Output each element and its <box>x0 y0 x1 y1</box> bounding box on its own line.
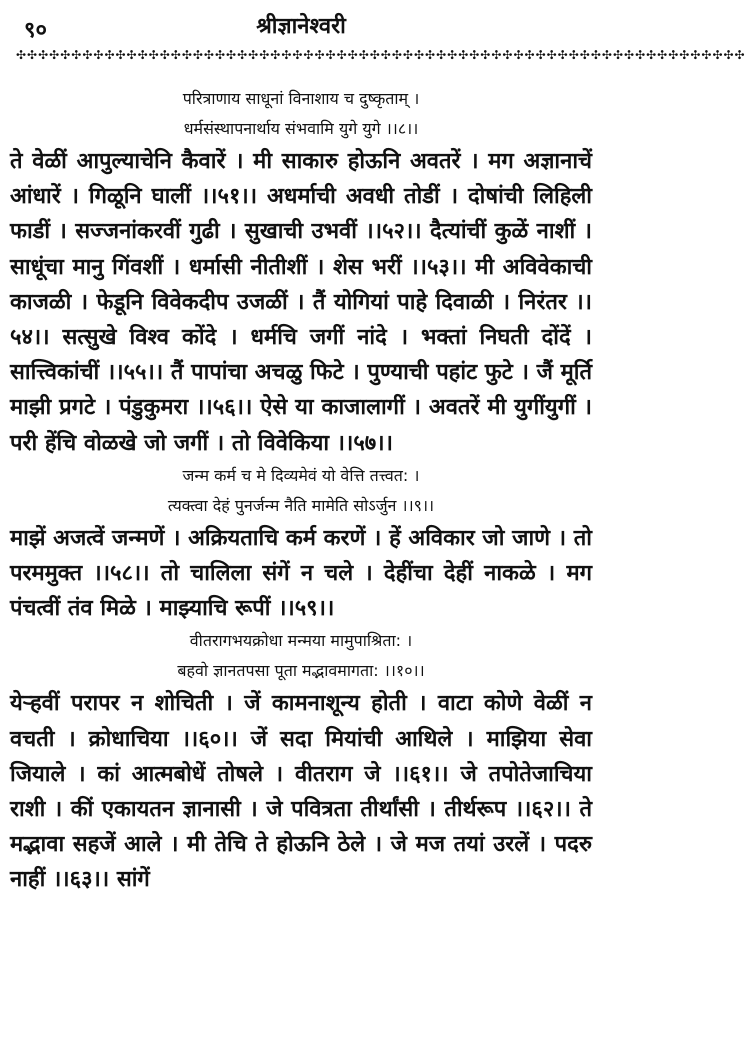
page-number: ९० <box>24 18 47 43</box>
verse-line: धर्मसंस्थापनार्थाय संभवामि युगे युगे ।।८।। <box>183 119 419 138</box>
verse-line: परित्राणाय साधूनां विनाशाय च दुष्कृताम् । <box>182 89 420 108</box>
sanskrit-verse-9 <box>10 461 592 521</box>
verse-line: जन्म कर्म च मे दिव्यमेवं यो वेत्ति तत्त्वत: । <box>182 465 420 485</box>
page-header <box>10 0 746 62</box>
verse-line: त्यक्त्वा देहं पुनर्जन्म नैति मामेति सोऽर्जुन ।।९।। <box>167 495 435 515</box>
sanskrit-verse-8 <box>10 84 592 144</box>
sanskrit-verse-10 <box>10 626 592 686</box>
ovi-paragraph: येऱ्हवीं परापर न शोचिती । जें कामनाशून्य होती । वाटा कोणे वेळीं न वचती । क्रोधाचिया ।।६०।। जें सदा मियांची आथिले । माझिया सेवा जियाले । कां आत्मबोधें तोषले । वीतराग जे ।।६१।। जे तपोतेजाचिया राशी । कीं एकायतन ज्ञानासी । जे पवित्रता तीर्थांसी । तीर्थरूप ।।६२।। ते मद्भावा सहजें आले । मी तेचि ते होऊनि ठेले । जे मज तयां उरलें । पदरु नाहीं ।।६३।। सांगें <box>10 691 592 893</box>
ovi-paragraph: ते वेळीं आपुल्याचेनि कैवारें । मी साकारु होऊनि अवतरें । मग अज्ञानाचें आंधारें । गिळूनि घालीं ।।५१।। अधर्माची अवधी तोडीं । दोषांची लिहिली फाडीं । सज्जनांकरवीं गुढी । सुखाची उभवीं ।।५२।। दैत्यांचीं कुळें नाशीं । साधूंचा मानु गिंवशीं । धर्मासी नीतीशीं । शेस भरीं ।।५३।। मी अविवेकाची काजळी । फेडूनि विवेकदीप उजळीं । तैं योगियां पाहे दिवाळी । निरंतर ।।५४।। सत्सुखे विश्व कोंदे । धर्मचि जगीं नांदे । भक्तां निघती दोंदें । सात्त्विकांचीं ।।५५।। तैं पापांचा अचळु फिटे । पुण्याची पहांट फुटे । जैं मूर्ति माझी प्रगटे । पंडुकुमरा ।।५६।। ऐसे या काजालागीं । अवतरें मी युगींयुगीं । परी हेंचि वोळखे जो जगीं । तो विवेकिया ।।५७।। <box>10 149 592 456</box>
verse-line: वीतरागभयक्रोधा मन्मया मामुपाश्रिता: । <box>189 631 413 651</box>
decorative-border: ✣✣✣✣✣✣✣✣✣✣✣✣✣✣✣✣✣✣✣✣✣✣✣✣✣✣✣✣✣✣✣✣✣✣✣✣✣✣✣✣✣✣✣✣✣✣✣✣✣✣✣✣✣✣✣✣✣✣✣✣✣✣✣✣✣✣ <box>16 48 746 62</box>
page-title: श्रीज्ञानेश्वरी <box>256 14 346 39</box>
verse-line: बहवो ज्ञानतपसा पूता मद्भावमागता: ।।१०।। <box>177 661 425 681</box>
ovi-paragraph: माझें अजत्वें जन्मणें । अक्रियताचि कर्म करणें । हें अविकार जो जाणे । तो परममुक्त ।।५८।। तो चालिला संगें न चले । देहींचा देहीं नाकळे । मग पंचत्वीं तंव मिळे । माझ्याचि रूपीं ।।५९।। <box>10 525 592 622</box>
